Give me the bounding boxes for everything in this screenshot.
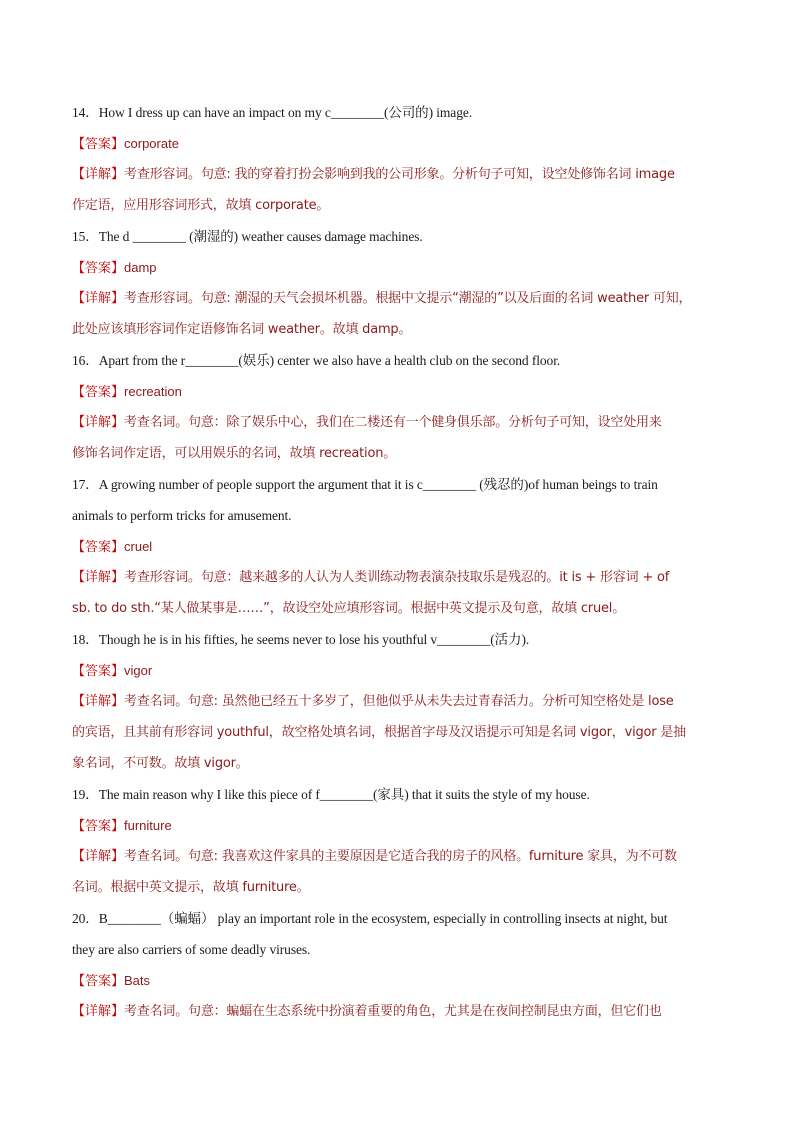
detail-16-cont: 修饰名词作定语，可以用娱乐的名词，故填 recreation。 [72,446,397,461]
answer-text: furniture [124,818,172,833]
detail-14 [72,159,722,190]
question-17: 17．A growing number of people support the argument that it is c________ (残忍的)of human beings to train [72,477,658,492]
answer-14 [72,128,722,159]
answer-tag: 【答案】 [72,385,125,400]
detail-16 [72,407,722,438]
detail-text: 考查名词。句意：除了娱乐中心，我们在二楼还有一个健身俱乐部。分析句子可知，设空处用来 [124,415,662,430]
answer-15 [72,252,722,283]
question-17-cont: animals to perform tricks for amusement. [72,508,292,523]
detail-18 [72,686,722,717]
question-20-cont: they are also carriers of some deadly viruses. [72,942,311,957]
detail-text: 考查名词。句意：蝙蝠在生态系统中扮演着重要的角色，尤其是在夜间控制昆虫方面，但它们也 [124,1004,662,1019]
detail-text: 考查名词。句意: 虽然他已经五十多岁了，但他似乎从未失去过青春活力。分析可知空格处是 lose [124,694,674,709]
exercise-list [72,97,722,1027]
answer-text: vigor [124,663,153,678]
question-20: 20．B________（蝙蝠） play an important role in the ecosystem, especially in controlling insects at night, but [72,911,668,926]
detail-tag: 【详解】 [72,570,125,585]
detail-tag: 【详解】 [72,291,125,306]
detail-text: 考查形容词。句意: 我的穿着打扮会影响到我的公司形象。分析句子可知，设空处修饰名词 image [124,167,675,182]
detail-20 [72,996,722,1027]
answer-tag: 【答案】 [72,137,125,152]
detail-14-cont: 作定语，应用形容词形式，故填 corporate。 [72,198,330,213]
detail-19-cont: 名词。根据中英文提示，故填 furniture。 [72,880,310,895]
detail-text: 考查形容词。句意: 潮湿的天气会损坏机器。根据中文提示“潮湿的”以及后面的名词 weather 可知， [124,291,692,306]
detail-17-cont: sb. to do sth.“某人做某事是……”，故设空处应填形容词。根据中英文提示及句意，故填 cruel。 [72,601,625,616]
question-16: 16．Apart from the r________(娱乐) center we also have a health club on the second floor. [72,353,561,368]
answer-19 [72,810,722,841]
detail-19 [72,841,722,872]
detail-15 [72,283,722,314]
answer-tag: 【答案】 [72,261,125,276]
detail-tag: 【详解】 [72,415,125,430]
question-18: 18．Though he is in his fifties, he seems never to lose his youthful v________(活力). [72,632,530,647]
answer-text: cruel [124,539,153,554]
answer-tag: 【答案】 [72,664,125,679]
answer-tag: 【答案】 [72,974,125,989]
answer-text: corporate [124,136,179,151]
detail-18-cont-2: 象名词，不可数。故填 vigor。 [72,756,249,771]
answer-tag: 【答案】 [72,540,125,555]
question-14: 14．How I dress up can have an impact on my c________(公司的) image. [72,105,473,120]
question-15: 15．The d ________ (潮湿的) weather causes damage machines. [72,229,423,244]
answer-text: recreation [124,384,182,399]
detail-15-cont: 此处应该填形容词作定语修饰名词 weather。故填 damp。 [72,322,412,337]
answer-17 [72,531,722,562]
detail-18-cont-1: 的宾语，且其前有形容词 youthful，故空格处填名词，根据首字母及汉语提示可知是名词 vigor，vigor 是抽 [72,725,686,740]
answer-text: Bats [124,973,151,988]
detail-text: 考查名词。句意: 我喜欢这件家具的主要原因是它适合我的房子的风格。furniture 家具，为不可数 [124,849,677,864]
answer-text: damp [124,260,157,275]
answer-20 [72,965,722,996]
detail-tag: 【详解】 [72,849,125,864]
answer-16 [72,376,722,407]
detail-tag: 【详解】 [72,694,125,709]
detail-tag: 【详解】 [72,1004,125,1019]
question-19: 19．The main reason why I like this piece of f________(家具) that it suits the style of my house. [72,787,590,802]
detail-17 [72,562,722,593]
answer-tag: 【答案】 [72,819,125,834]
answer-18 [72,655,722,686]
detail-tag: 【详解】 [72,167,125,182]
detail-text: 考查形容词。句意：越来越多的人认为人类训练动物表演杂技取乐是残忍的。it is + 形容词 + of [124,570,670,585]
